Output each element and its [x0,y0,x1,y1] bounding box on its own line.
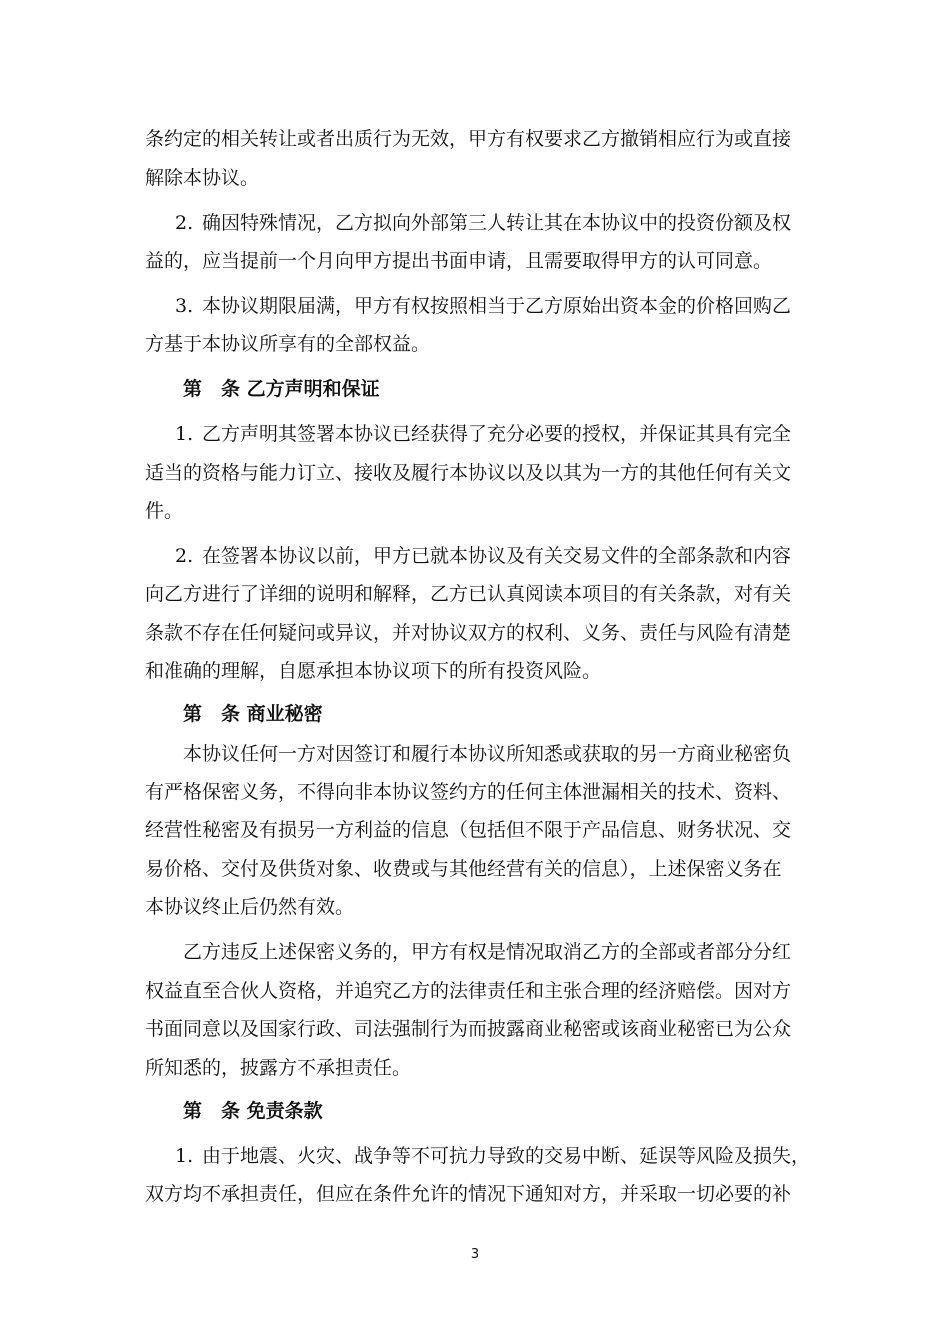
numbered-line [145,1144,810,1168]
paragraph-line: 方基于本协议所享有的全部权益。 [145,333,431,355]
item-number: 1. [175,1145,194,1167]
paragraph-line: 条款不存在任何疑问或异议，并对协议双方的权利、义务、责任与风险有清楚 [145,622,792,644]
paragraph-line: 适当的资格与能力订立、接收及履行本协议以及以其为一方的其他任何有关文 [145,462,792,484]
paragraph-line: 乙方违反上述保密义务的，甲方有权是情况取消乙方的全部或者部分分红 [183,941,792,963]
paragraph-line: 易价格、交付及供货对象、收费或与其他经营有关的信息），上述保密义务在 [145,858,782,880]
numbered-line [145,544,791,568]
paragraph-line: 本协议终止后仍然有效。 [145,896,355,918]
paragraph-line: 和准确的理解，自愿承担本协议项下的所有投资风险。 [145,660,602,682]
paragraph-text: 本协议期限届满，甲方有权按照相当于乙方原始出资本金的价格回购乙 [202,295,792,317]
paragraph-text: 乙方声明其签署本协议已经获得了充分必要的授权，并保证其具有完全 [202,423,792,445]
paragraph-line: 本协议任何一方对因签订和履行本协议所知悉或获取的另一方商业秘密负 [183,743,792,765]
paragraph-text: 确因特殊情况，乙方拟向外部第三人转让其在本协议中的投资份额及权 [202,212,792,234]
paragraph-line: 双方均不承担责任，但应在条件允许的情况下通知对方，并采取一切必要的补 [145,1183,792,1205]
paragraph-line: 有严格保密义务，不得向非本协议签约方的任何主体泄漏相关的技术、资料、 [145,781,792,803]
section-heading: 第 条 免责条款 [183,1100,323,1122]
section-heading: 第 条 商业秘密 [183,703,323,725]
item-number: 3. [175,295,194,317]
paragraph-line: 权益直至合伙人资格，并追究乙方的法律责任和主张合理的经济赔偿。因对方 [145,980,792,1002]
paragraph-line: 向乙方进行了详细的说明和解释，乙方已认真阅读本项目的有关条款，对有关 [145,583,792,605]
paragraph-text: 由于地震、火灾、战争等不可抗力导致的交易中断、延误等风险及损失， [202,1145,811,1167]
paragraph-line: 条约定的相关转让或者出质行为无效，甲方有权要求乙方撤销相应行为或直接 [145,128,792,150]
item-number: 2. [175,545,194,567]
section-heading: 第 条 乙方声明和保证 [183,378,380,400]
paragraph-text: 在签署本协议以前，甲方已就本协议及有关交易文件的全部条款和内容 [202,545,792,567]
page-number: 3 [470,1247,480,1262]
numbered-line [145,422,791,446]
paragraph-line: 所知悉的，披露方不承担责任。 [145,1057,412,1079]
item-number: 2. [175,212,194,234]
item-number: 1. [175,423,194,445]
numbered-line [145,211,791,235]
paragraph-line: 经营性秘密及有损另一方利益的信息（包括但不限于产品信息、财务状况、交 [145,819,792,841]
paragraph-line: 解除本协议。 [145,167,260,189]
paragraph-line: 书面同意以及国家行政、司法强制行为而披露商业秘密或该商业秘密已为公众 [145,1018,792,1040]
paragraph-line: 件。 [145,500,184,522]
paragraph-line: 益的，应当提前一个月向甲方提出书面申请，且需要取得甲方的认可同意。 [145,250,773,272]
numbered-line [145,294,791,318]
